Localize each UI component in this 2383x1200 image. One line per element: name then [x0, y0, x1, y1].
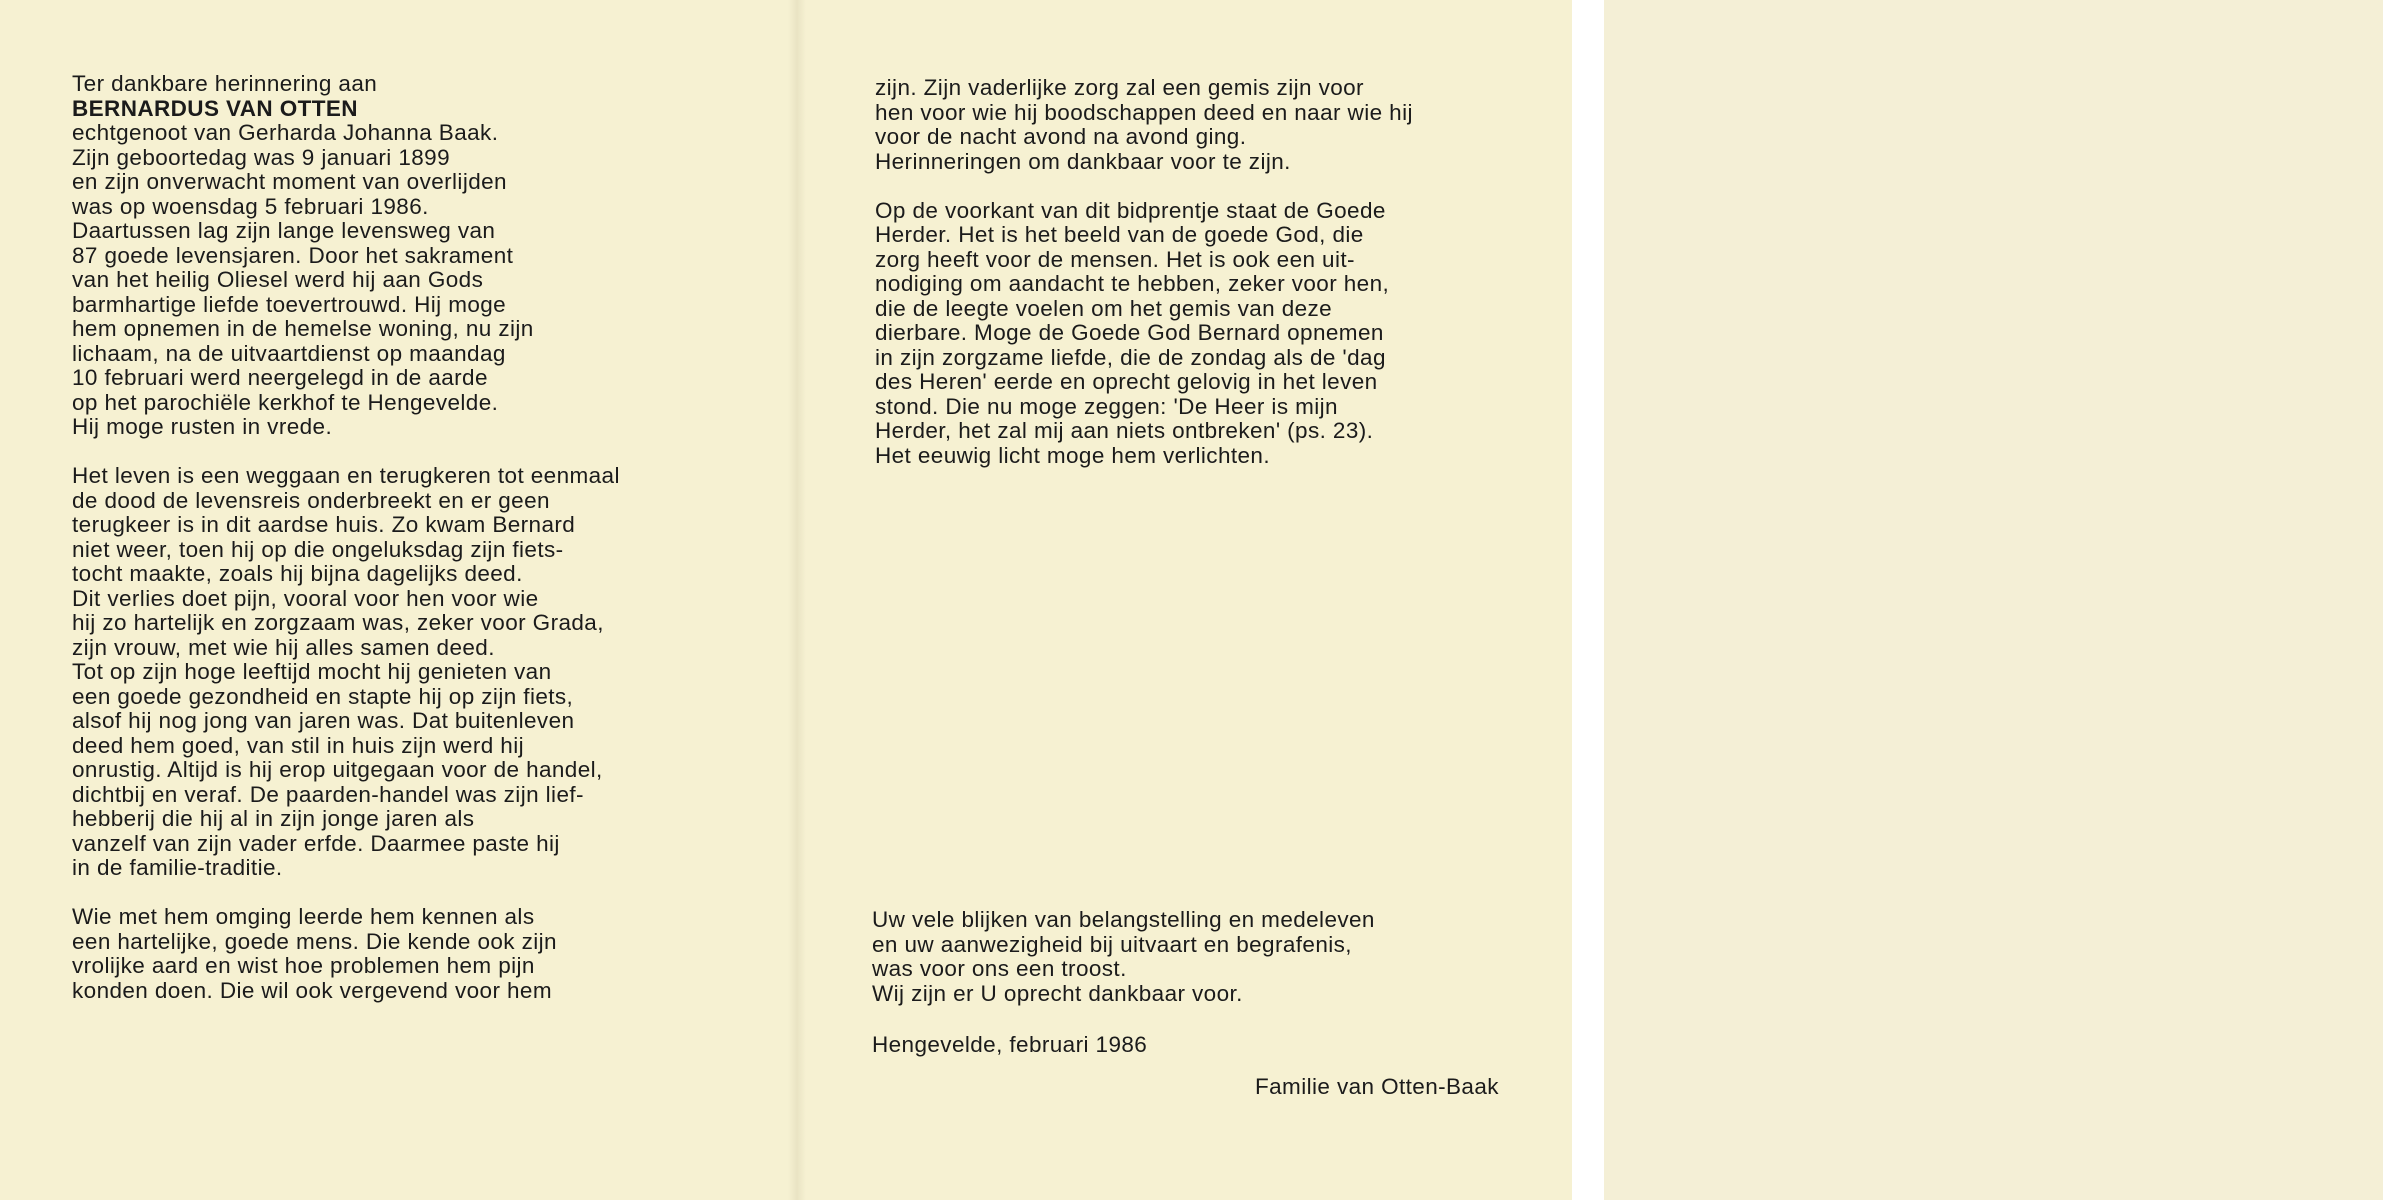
- text-line: lichaam, na de uitvaartdienst op maandag: [72, 340, 506, 366]
- text-line: Het leven is een weggaan en terugkeren tot eenmaal: [72, 463, 620, 488]
- text-line: en zijn onverwacht moment van overlijden: [72, 169, 507, 194]
- text-line: vrolijke aard en wist hoe problemen hem pijn: [72, 953, 535, 978]
- deceased-name: BERNARDUS VAN OTTEN: [72, 95, 358, 121]
- text-line: deed hem goed, van stil in huis zijn werd hij: [72, 732, 524, 758]
- text-line: van het heilig Oliesel werd hij aan Gods: [72, 267, 484, 292]
- family-signature: Familie van Otten-Baak: [1255, 1074, 1499, 1099]
- middle-column: [875, 76, 1555, 468]
- text-line: in de familie-traditie.: [72, 855, 283, 880]
- text-line: terugkeer is in dit aardse huis. Zo kwam Bernard: [72, 512, 576, 537]
- text-line: barmhartige liefde toevertrouwd. Hij moge: [72, 291, 507, 317]
- text-line: voor de nacht avond na avond ging.: [875, 124, 1247, 149]
- intro-line: Ter dankbare herinnering aan: [72, 71, 378, 96]
- text-line: zijn. Zijn vaderlijke zorg zal een gemis zijn voor: [875, 75, 1364, 100]
- text-line: op het parochiële kerkhof te Hengevelde.: [72, 389, 499, 415]
- thanks-paragraph: [872, 908, 1375, 1006]
- text-line: Uw vele blijken van belangstelling en medeleven: [872, 907, 1375, 932]
- text-line: in zijn zorgzame liefde, die de zondag als de 'dag: [875, 344, 1386, 370]
- text-line: de dood de levensreis onderbreekt en er geen: [72, 487, 550, 513]
- text-line: Tot op zijn hoge leeftijd mocht hij genieten van: [72, 659, 552, 684]
- memorial-card-front: [1604, 0, 2383, 1200]
- shepherd-paragraph: [875, 199, 1555, 469]
- text-line: stond. Die nu moge zeggen: 'De Heer is mijn: [875, 393, 1338, 419]
- text-line: zijn vrouw, met wie hij alles samen deed.: [72, 634, 495, 660]
- text-line: Herder, het zal mij aan niets ontbreken' (ps. 23).: [875, 418, 1374, 443]
- text-line: echtgenoot van Gerharda Johanna Baak.: [72, 120, 499, 145]
- text-line: des Heren' eerde en oprecht gelovig in het leven: [875, 369, 1378, 394]
- text-line: was op woensdag 5 februari 1986.: [72, 193, 429, 219]
- text-line: 87 goede levensjaren. Door het sakrament: [72, 242, 514, 268]
- text-line: dichtbij en veraf. De paarden-handel was zijn lief-: [72, 781, 584, 807]
- text-line: die de leegte voelen om het gemis van deze: [875, 295, 1333, 321]
- card-separator: [1572, 0, 1604, 1200]
- text-line: Op de voorkant van dit bidprentje staat de Goede: [875, 197, 1386, 223]
- text-line: Dit verlies doet pijn, vooral voor hen voor wie: [72, 585, 539, 611]
- text-line: en uw aanwezigheid bij uitvaart en begrafenis,: [872, 931, 1352, 957]
- text-line: alsof hij nog jong van jaren was. Dat buitenleven: [72, 708, 575, 733]
- text-line: hebberij die hij al in zijn jonge jaren als: [72, 806, 475, 831]
- text-line: nodiging om aandacht te hebben, zeker voor hen,: [875, 271, 1390, 296]
- left-column: [72, 72, 772, 1003]
- text-line: een hartelijke, goede mens. Die kende ook zijn: [72, 928, 557, 954]
- text-line: Zijn geboortedag was 9 januari 1899: [72, 144, 450, 170]
- text-line: Wij zijn er U oprecht dankbaar voor.: [872, 980, 1243, 1006]
- text-line: hem opnemen in de hemelse woning, nu zijn: [72, 316, 534, 341]
- text-line: hen voor wie hij boodschappen deed en naar wie hij: [875, 99, 1413, 125]
- text-line: Hij moge rusten in vrede.: [72, 414, 333, 439]
- text-line: een goede gezondheid en stapte hij op zijn fiets,: [72, 683, 574, 709]
- place-date: Hengevelde, februari 1986: [872, 1032, 1148, 1057]
- biography-paragraph: [72, 121, 772, 440]
- text-line: Daartussen lag zijn lange levensweg van: [72, 218, 496, 243]
- text-line: Het eeuwig licht moge hem verlichten.: [875, 442, 1270, 468]
- card-fold: [788, 0, 806, 1200]
- text-line: 10 februari werd neergelegd in de aarde: [72, 365, 488, 390]
- text-line: was voor ons een troost.: [872, 956, 1127, 981]
- text-line: onrustig. Altijd is hij erop uitgegaan voor de handel,: [72, 757, 603, 782]
- text-line: vanzelf van zijn vader erfde. Daarmee paste hij: [72, 830, 560, 856]
- text-line: zorg heeft voor de mensen. Het is ook een uit-: [875, 246, 1355, 272]
- character-paragraph: [72, 905, 772, 1003]
- text-line: dierbare. Moge de Goede God Bernard opnemen: [875, 320, 1384, 345]
- text-line: Herder. Het is het beeld van de goede God, die: [875, 222, 1364, 247]
- life-paragraph: [72, 464, 772, 881]
- text-line: hij zo hartelijk en zorgzaam was, zeker voor Grada,: [72, 610, 604, 635]
- text-line: niet weer, toen hij op die ongeluksdag zijn fiets-: [72, 536, 564, 562]
- text-line: tocht maakte, zoals hij bijna dagelijks deed.: [72, 561, 523, 586]
- text-line: Herinneringen om dankbaar voor te zijn.: [875, 148, 1291, 174]
- continuation-paragraph: [875, 76, 1555, 174]
- text-line: Wie met hem omging leerde hem kennen als: [72, 904, 535, 929]
- text-line: konden doen. Die wil ook vergevend voor hem: [72, 977, 552, 1003]
